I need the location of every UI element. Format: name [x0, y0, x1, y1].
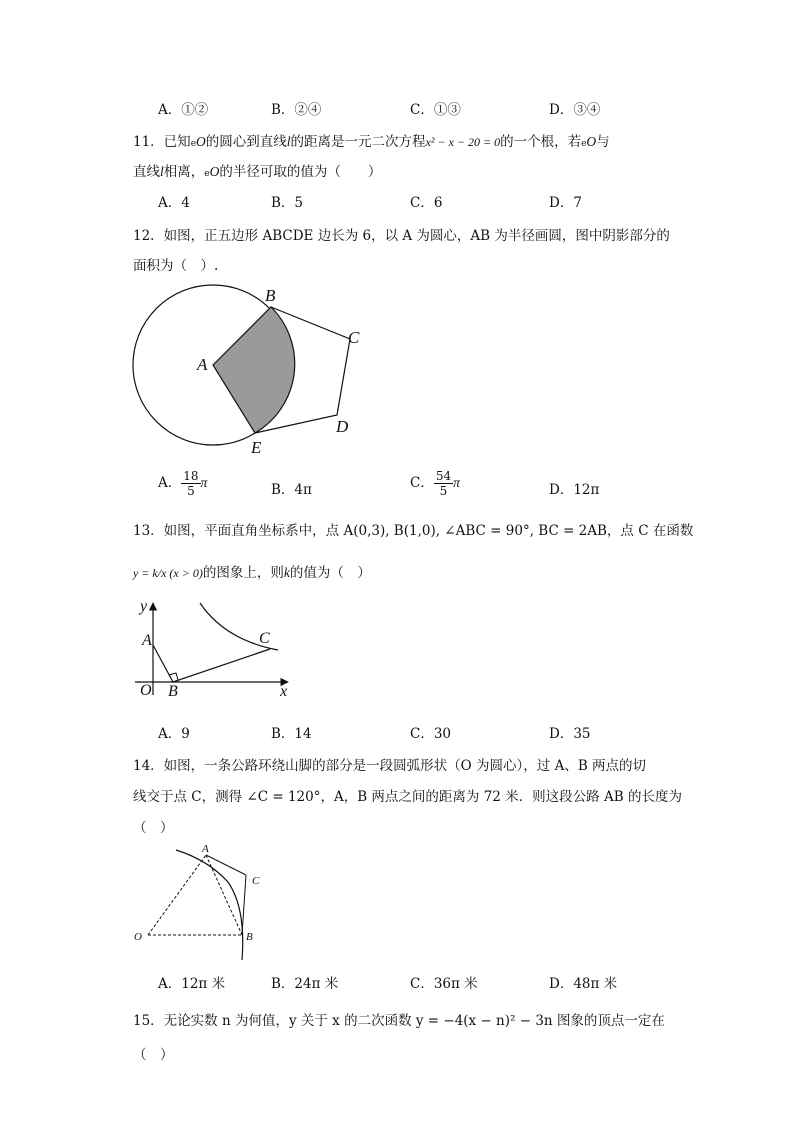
q11-option-c[interactable]: C．6: [410, 195, 443, 211]
q12-option-b[interactable]: B．4π: [271, 482, 312, 498]
q12-option-a[interactable]: A． $\frac{18}{5}$ π: [158, 469, 208, 498]
q14-option-b[interactable]: B．24π 米: [271, 976, 339, 992]
q12-shaded-sector: [213, 307, 295, 433]
q13-option-b[interactable]: B．14: [271, 726, 312, 742]
q10-option-a[interactable]: A．①②: [158, 102, 209, 118]
q13-label-o: O: [140, 682, 152, 699]
q14-label-a: A: [202, 843, 209, 855]
q11-line-2: 直线l相离，eO的半径可取的值为（ ）: [133, 164, 382, 180]
q14-arc: [176, 850, 243, 960]
q10-option-d[interactable]: D．③④: [549, 102, 601, 118]
q12-figure: [120, 280, 380, 460]
q13-label-y: y: [140, 598, 148, 615]
q12-label-e: E: [251, 438, 262, 457]
q14-figure: [128, 840, 278, 965]
q11-options: [0, 191, 794, 211]
q14-label-b: B: [246, 931, 253, 943]
q14-option-a[interactable]: A．12π 米: [158, 976, 226, 992]
q12-label-c: C: [348, 328, 360, 347]
q14-line-3: （ ）: [133, 820, 174, 836]
q14-label-c: C: [252, 875, 260, 887]
q13-figure: [130, 595, 300, 705]
q11-option-a[interactable]: A．4: [158, 195, 190, 211]
q12-option-d[interactable]: D．12π: [549, 482, 600, 498]
q12-line-2: 面积为（ ）.: [133, 258, 219, 274]
q11-option-b[interactable]: B．5: [271, 195, 304, 211]
q12-option-c[interactable]: C． $\frac{54}{5}$ π: [410, 469, 460, 498]
q13-options: [0, 722, 794, 742]
q14-tangent-bc: [242, 875, 246, 935]
q15-line-1: 15．无论实数 n 为何值，y 关于 x 的二次函数 y = −4(x − n)² − 3n 图象的顶点一定在: [133, 1013, 665, 1029]
q14-tangent-ac: [206, 855, 246, 875]
q13-line-2: y = k/x (x > 0)的图象上，则k的值为（ ）: [133, 565, 371, 581]
q13-label-c: C: [259, 630, 270, 647]
q14-label-o: O: [134, 931, 142, 943]
q15-line-2: （ ）: [133, 1047, 174, 1063]
q10-option-c[interactable]: C．①③: [410, 102, 461, 118]
q10-options: [0, 98, 794, 118]
q13-option-d[interactable]: D．35: [549, 726, 591, 742]
q10-option-b[interactable]: B．②④: [271, 102, 322, 118]
q14-options: [0, 972, 794, 992]
q12-label-a: A: [197, 355, 208, 374]
q11-option-d[interactable]: D．7: [549, 195, 582, 211]
q13-label-x: x: [280, 683, 288, 700]
q13-line-1: 13．如图，平面直角坐标系中，点 A(0,3), B(1,0), ∠ABC = 90°, BC = 2AB，点 C 在函数: [133, 523, 694, 539]
q12-label-d: D: [336, 417, 349, 436]
q14-line-1: 14．如图，一条公路环绕山脚的部分是一段圆弧形状（O 为圆心），过 A、B 两点的切: [133, 758, 647, 774]
q12-line-1: 12．如图，正五边形 ABCDE 边长为 6，以 A 为圆心，AB 为半径画圆，图中阴影部分的: [133, 228, 670, 244]
q13-option-a[interactable]: A．9: [158, 726, 190, 742]
q14-option-c[interactable]: C．36π 米: [410, 976, 478, 992]
q12-options: [0, 469, 794, 505]
q11-line-1: 11．已知eO的圆心到直线l的距离是一元二次方程x² − x − 20 = 0的一个根，若eO与: [133, 134, 610, 150]
q13-label-b: B: [168, 683, 178, 700]
q13-option-c[interactable]: C．30: [410, 726, 452, 742]
q14-option-d[interactable]: D．48π 米: [549, 976, 618, 992]
q14-segment-oa: [148, 855, 206, 935]
q12-label-b: B: [265, 286, 276, 305]
q13-label-a: A: [142, 632, 152, 649]
q14-line-2: 线交于点 C，测得 ∠C = 120°，A，B 两点之间的距离为 72 米．则这段公路 AB 的长度为: [133, 789, 682, 805]
q13-triangle: [153, 645, 270, 682]
